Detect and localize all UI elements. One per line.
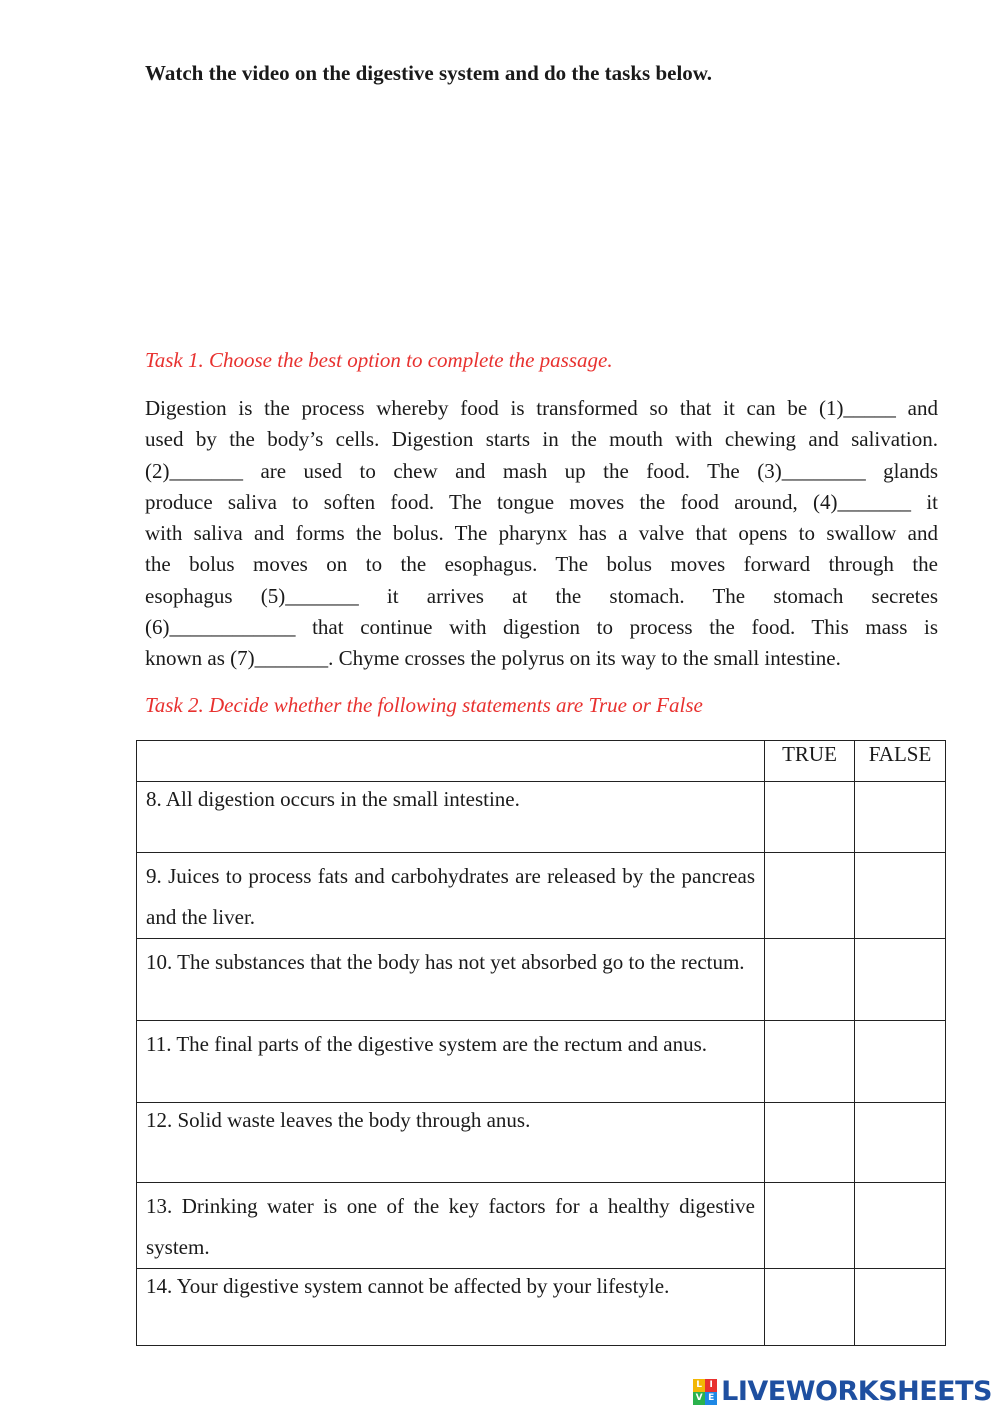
passage-line: known as (7)_______. Chyme crosses the polyrus on its way to the small intestine. <box>145 646 841 671</box>
statement-11: 11. The final parts of the digestive system are the rectum and anus. <box>137 1021 765 1103</box>
instruction-text: Watch the video on the digestive system and do the tasks below. <box>145 61 713 85</box>
header-false: FALSE <box>855 741 946 782</box>
passage-line: Digestion is the process whereby food is transformed so that it can be (1)_____ and <box>145 396 938 420</box>
table-row <box>137 1021 946 1103</box>
answer-false-14[interactable] <box>855 1269 946 1346</box>
logo-mark-icon <box>693 1379 717 1405</box>
answer-true-11[interactable] <box>765 1021 855 1103</box>
statement-8: 8. All digestion occurs in the small intestine. <box>137 782 765 853</box>
answer-false-13[interactable] <box>855 1183 946 1269</box>
table-row <box>137 1269 946 1346</box>
answer-true-9[interactable] <box>765 853 855 939</box>
task1-passage <box>145 393 938 675</box>
passage-line: used by the body’s cells. Digestion starts in the mouth with chewing and salivation. <box>145 427 938 452</box>
logo-mark-letter: I <box>705 1379 717 1392</box>
passage-line: (2)_______ are used to chew and mash up the food. The (3)________ glands <box>145 458 938 483</box>
answer-true-10[interactable] <box>765 939 855 1021</box>
answer-false-9[interactable] <box>855 853 946 939</box>
table-row <box>137 1103 946 1183</box>
true-false-table <box>136 740 946 1346</box>
answer-false-8[interactable] <box>855 782 946 853</box>
logo-text: LIVEWORKSHEETS <box>721 1376 992 1407</box>
statement-14: 14. Your digestive system cannot be affected by your lifestyle. <box>137 1269 765 1346</box>
table-row <box>137 939 946 1021</box>
passage-line: esophagus (5)_______ it arrives at the stomach. The stomach secretes <box>145 583 938 608</box>
statement-9: 9. Juices to process fats and carbohydrates are released by the pancreas and the liver. <box>137 853 765 939</box>
logo-mark-letter: E <box>705 1392 717 1405</box>
table-row <box>137 853 946 939</box>
passage-line: produce saliva to soften food. The tongue moves the food around, (4)_______ it <box>145 489 938 514</box>
statement-12: 12. Solid waste leaves the body through anus. <box>137 1103 765 1183</box>
statement-10: 10. The substances that the body has not yet absorbed go to the rectum. <box>137 939 765 1021</box>
answer-true-14[interactable] <box>765 1269 855 1346</box>
answer-true-13[interactable] <box>765 1183 855 1269</box>
statement-13: 13. Drinking water is one of the key factors for a healthy digestive system. <box>137 1183 765 1269</box>
answer-true-12[interactable] <box>765 1103 855 1183</box>
table-header-row <box>137 741 946 782</box>
passage-line: with saliva and forms the bolus. The pharynx has a valve that opens to swallow and <box>145 521 938 546</box>
answer-false-12[interactable] <box>855 1103 946 1183</box>
passage-line: the bolus moves on to the esophagus. The bolus moves forward through the <box>145 552 938 577</box>
table-row <box>137 782 946 853</box>
liveworksheets-logo <box>693 1376 992 1407</box>
answer-false-10[interactable] <box>855 939 946 1021</box>
passage-line: (6)____________ that continue with digestion to process the food. This mass is <box>145 615 938 640</box>
answer-true-8[interactable] <box>765 782 855 853</box>
header-true: TRUE <box>765 741 855 782</box>
task2-title: Task 2. Decide whether the following statements are True or False <box>145 693 703 717</box>
task1-title: Task 1. Choose the best option to complete the passage. <box>145 348 613 372</box>
logo-mark-letter: V <box>693 1392 705 1405</box>
header-blank-cell <box>137 741 765 782</box>
table-row <box>137 1183 946 1269</box>
answer-false-11[interactable] <box>855 1021 946 1103</box>
logo-mark-letter: L <box>693 1379 705 1392</box>
